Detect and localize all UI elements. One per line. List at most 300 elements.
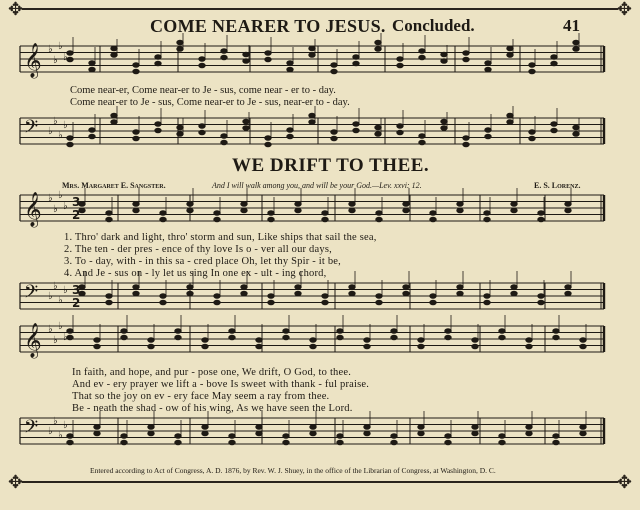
note-head <box>67 440 74 445</box>
note-head <box>111 53 118 58</box>
note-head <box>89 134 96 139</box>
note-head <box>67 142 74 147</box>
note-head <box>199 63 206 68</box>
bass-clef-icon: 𝄢 <box>24 117 39 142</box>
time-signature: 3 <box>72 283 81 297</box>
note-head <box>397 57 404 62</box>
note-head <box>353 128 360 133</box>
note-head <box>202 344 209 349</box>
note-head <box>375 47 382 52</box>
note-head <box>463 57 470 62</box>
note-head <box>133 136 140 141</box>
note-head <box>155 128 162 133</box>
note-head <box>538 294 545 299</box>
note-head <box>485 128 492 133</box>
time-signature: 2 <box>72 208 81 222</box>
note-head <box>430 211 437 216</box>
note-head <box>397 124 404 129</box>
note-head <box>403 291 410 296</box>
note-head <box>457 285 464 290</box>
note-head <box>148 431 155 436</box>
verse-line: 3. To - day, with - in this sa - cred place Oh, let thy Spir - it be, <box>64 256 341 267</box>
verse-line: In faith, and hope, and pur - pose one, We drift, O God, to thee. <box>72 367 352 378</box>
note-head <box>418 425 425 430</box>
flat-icon: ♭ <box>53 281 58 292</box>
note-head <box>256 338 263 343</box>
note-head <box>337 329 344 334</box>
note-head <box>202 431 209 436</box>
note-head <box>511 208 518 213</box>
note-head <box>241 285 248 290</box>
note-head <box>287 61 294 66</box>
note-head <box>268 294 275 299</box>
note-head <box>485 134 492 139</box>
note-head <box>106 300 113 305</box>
note-head <box>375 125 382 130</box>
note-head <box>155 61 162 66</box>
flat-icon: ♭ <box>53 55 58 66</box>
note-head <box>418 338 425 343</box>
page-number: 41 <box>563 16 580 35</box>
note-head <box>551 61 558 66</box>
note-head <box>111 113 118 118</box>
note-head <box>268 217 275 222</box>
note-head <box>403 202 410 207</box>
verse-line: Be - neath the shad - ow of his wing, As we have seen the Lord. <box>72 403 353 414</box>
note-head <box>485 61 492 66</box>
note-head <box>89 67 96 72</box>
note-head <box>573 40 580 45</box>
flat-icon: ♭ <box>48 426 53 437</box>
note-head <box>419 134 426 139</box>
flat-icon: ♭ <box>53 204 58 215</box>
note-head <box>94 344 101 349</box>
note-head <box>484 294 491 299</box>
note-head <box>526 425 533 430</box>
note-head <box>565 285 572 290</box>
note-head <box>322 300 329 305</box>
note-head <box>507 53 514 58</box>
time-signature: 2 <box>72 296 81 310</box>
note-head <box>243 59 250 64</box>
flat-icon: ♭ <box>48 291 53 302</box>
verse-line: And ev - ery prayer we lift a - bove Is sweet with thank - ful praise. <box>72 379 370 390</box>
flat-icon: ♭ <box>48 44 53 55</box>
note-head <box>419 55 426 60</box>
note-head <box>89 61 96 66</box>
note-head <box>484 211 491 216</box>
note-head <box>177 132 184 137</box>
note-head <box>538 211 545 216</box>
note-head <box>553 440 560 445</box>
note-head <box>187 208 194 213</box>
note-head <box>322 211 329 216</box>
note-head <box>353 55 360 60</box>
note-head <box>160 300 167 305</box>
note-head <box>199 130 206 135</box>
composer-credit: E. S. Lorenz. <box>534 181 581 190</box>
note-head <box>241 208 248 213</box>
note-head <box>214 294 221 299</box>
note-head <box>484 300 491 305</box>
note-head <box>573 132 580 137</box>
note-head <box>214 300 221 305</box>
note-head <box>202 425 209 430</box>
note-head <box>309 53 316 58</box>
flat-icon: ♭ <box>53 416 58 427</box>
note-head <box>337 440 344 445</box>
note-head <box>265 142 272 147</box>
note-head <box>445 335 452 340</box>
concluded-label: Concluded. <box>392 16 475 35</box>
copyright-notice: Entered according to Act of Congress, A. D. 1876, by Rev. W. J. Shuey, in the office of the Librarian of Congress, at Washington, D. C. <box>90 466 496 475</box>
corner-ornament-icon: ✥ <box>616 472 632 492</box>
song-title-continued: COME NEARER TO JESUS. <box>150 16 386 36</box>
note-head <box>529 69 536 74</box>
note-head <box>580 431 587 436</box>
note-head <box>441 126 448 131</box>
note-head <box>265 51 272 56</box>
note-head <box>214 217 221 222</box>
note-head <box>331 63 338 68</box>
note-head <box>472 338 479 343</box>
note-head <box>526 431 533 436</box>
note-head <box>295 291 302 296</box>
flat-icon: ♭ <box>63 332 68 343</box>
note-head <box>463 136 470 141</box>
note-head <box>457 208 464 213</box>
note-head <box>133 69 140 74</box>
note-head <box>94 431 101 436</box>
flat-icon: ♭ <box>63 420 68 431</box>
note-head <box>391 434 398 439</box>
note-head <box>472 425 479 430</box>
flat-icon: ♭ <box>58 130 63 141</box>
note-head <box>511 202 518 207</box>
note-head <box>430 294 437 299</box>
note-head <box>243 119 250 124</box>
note-head <box>419 49 426 54</box>
note-head <box>551 55 558 60</box>
note-head <box>364 425 371 430</box>
note-head <box>391 440 398 445</box>
note-head <box>499 434 506 439</box>
note-head <box>397 130 404 135</box>
song-title: WE DRIFT TO THEE. <box>232 155 430 176</box>
note-head <box>133 208 140 213</box>
note-head <box>580 338 587 343</box>
note-head <box>229 329 236 334</box>
note-head <box>214 211 221 216</box>
note-head <box>463 142 470 147</box>
note-head <box>376 294 383 299</box>
note-head <box>322 217 329 222</box>
treble-clef-icon: 𝄞 <box>24 323 42 358</box>
note-head <box>337 335 344 340</box>
flat-icon: ♭ <box>58 190 63 201</box>
note-head <box>309 120 316 125</box>
note-head <box>441 119 448 124</box>
note-head <box>177 47 184 52</box>
note-head <box>430 217 437 222</box>
note-head <box>353 122 360 127</box>
note-head <box>67 136 74 141</box>
note-head <box>457 291 464 296</box>
note-head <box>256 344 263 349</box>
author-credit: Mrs. Margaret E. Sangster. <box>62 181 166 190</box>
treble-clef-icon: 𝄞 <box>24 192 42 227</box>
note-head <box>133 130 140 135</box>
note-head <box>376 217 383 222</box>
note-head <box>175 329 182 334</box>
note-head <box>511 291 518 296</box>
note-head <box>295 202 302 207</box>
note-head <box>331 130 338 135</box>
note-head <box>565 208 572 213</box>
corner-ornament-icon: ✥ <box>616 0 632 19</box>
note-head <box>148 338 155 343</box>
flat-icon: ♭ <box>53 116 58 127</box>
bass-clef-icon: 𝄢 <box>24 282 39 307</box>
note-head <box>241 202 248 207</box>
flat-icon: ♭ <box>63 201 68 212</box>
note-head <box>155 55 162 60</box>
note-head <box>485 67 492 72</box>
note-head <box>349 208 356 213</box>
flat-icon: ♭ <box>63 120 68 131</box>
note-head <box>310 425 317 430</box>
note-head <box>445 329 452 334</box>
time-signature: 3 <box>72 195 81 209</box>
note-head <box>187 202 194 207</box>
note-head <box>538 300 545 305</box>
note-head <box>111 120 118 125</box>
note-head <box>580 425 587 430</box>
note-head <box>397 63 404 68</box>
note-head <box>457 202 464 207</box>
note-head <box>202 338 209 343</box>
note-head <box>287 134 294 139</box>
note-head <box>349 202 356 207</box>
note-head <box>243 52 250 57</box>
note-head <box>229 434 236 439</box>
note-head <box>155 122 162 127</box>
note-head <box>187 285 194 290</box>
note-head <box>94 338 101 343</box>
note-head <box>445 434 452 439</box>
note-head <box>187 291 194 296</box>
note-head <box>553 329 560 334</box>
note-head <box>565 202 572 207</box>
note-head <box>310 431 317 436</box>
note-head <box>160 217 167 222</box>
note-head <box>529 130 536 135</box>
note-head <box>499 335 506 340</box>
note-head <box>349 291 356 296</box>
note-head <box>175 434 182 439</box>
note-head <box>391 335 398 340</box>
note-head <box>287 67 294 72</box>
note-head <box>580 344 587 349</box>
note-head <box>565 291 572 296</box>
note-head <box>121 434 128 439</box>
note-head <box>375 132 382 137</box>
flat-icon: ♭ <box>48 324 53 335</box>
note-head <box>295 285 302 290</box>
note-head <box>507 46 514 51</box>
note-head <box>526 338 533 343</box>
note-head <box>106 211 113 216</box>
note-head <box>472 431 479 436</box>
corner-ornament-icon: ✥ <box>8 0 24 19</box>
bass-clef-icon: 𝄢 <box>24 417 39 442</box>
note-head <box>199 57 206 62</box>
note-head <box>391 329 398 334</box>
scripture-reference: And I will walk among you, and will be your God.—Lev. xxvi: 12. <box>212 181 422 190</box>
note-head <box>175 335 182 340</box>
note-head <box>229 335 236 340</box>
note-head <box>310 344 317 349</box>
flat-icon: ♭ <box>53 335 58 346</box>
note-head <box>133 202 140 207</box>
note-head <box>175 440 182 445</box>
note-head <box>268 300 275 305</box>
note-head <box>441 52 448 57</box>
note-head <box>419 140 426 145</box>
note-head <box>499 440 506 445</box>
note-head <box>94 425 101 430</box>
corner-ornament-icon: ✥ <box>8 472 24 492</box>
note-head <box>418 431 425 436</box>
note-head <box>403 285 410 290</box>
note-head <box>529 136 536 141</box>
note-head <box>256 425 263 430</box>
note-head <box>265 136 272 141</box>
note-head <box>89 128 96 133</box>
note-head <box>375 40 382 45</box>
note-head <box>256 431 263 436</box>
flat-icon: ♭ <box>63 52 68 63</box>
note-head <box>199 124 206 129</box>
lyric-line-bass: Come near-er to Je - sus, Come near-er to Je - sus, near-er to - day. <box>70 97 350 108</box>
note-head <box>160 211 167 216</box>
note-head <box>430 300 437 305</box>
note-head <box>148 344 155 349</box>
note-head <box>529 63 536 68</box>
note-head <box>551 128 558 133</box>
lyric-line-treble: Come near-er, Come near-er to Je - sus, come near - er to - day. <box>70 85 336 96</box>
flat-icon: ♭ <box>48 126 53 137</box>
note-head <box>337 434 344 439</box>
note-head <box>376 211 383 216</box>
note-head <box>243 126 250 131</box>
note-head <box>221 49 228 54</box>
verse-line: 2. The ten - der pres - ence of thy love Is o - ver all our days, <box>64 244 332 255</box>
note-head <box>507 120 514 125</box>
note-head <box>177 40 184 45</box>
flat-icon: ♭ <box>58 295 63 306</box>
note-head <box>295 208 302 213</box>
note-head <box>553 434 560 439</box>
note-head <box>573 47 580 52</box>
flat-icon: ♭ <box>58 430 63 441</box>
note-head <box>538 217 545 222</box>
note-head <box>106 294 113 299</box>
note-head <box>265 57 272 62</box>
note-head <box>553 335 560 340</box>
note-head <box>106 217 113 222</box>
note-head <box>111 46 118 51</box>
note-head <box>573 125 580 130</box>
note-head <box>133 291 140 296</box>
note-head <box>121 329 128 334</box>
verse-line: 4. And Je - sus on - ly let us sing In one ex - ult - ing chord, <box>64 268 327 279</box>
note-head <box>526 344 533 349</box>
note-head <box>551 122 558 127</box>
note-head <box>283 440 290 445</box>
verse-line: That so the joy on ev - ery face May seem a ray from thee. <box>72 391 330 402</box>
note-head <box>331 69 338 74</box>
note-head <box>511 285 518 290</box>
note-head <box>121 440 128 445</box>
note-head <box>349 285 356 290</box>
note-head <box>241 291 248 296</box>
note-head <box>322 294 329 299</box>
note-head <box>463 51 470 56</box>
note-head <box>221 55 228 60</box>
note-head <box>309 46 316 51</box>
flat-icon: ♭ <box>58 321 63 332</box>
note-head <box>376 300 383 305</box>
flat-icon: ♭ <box>63 285 68 296</box>
note-head <box>499 329 506 334</box>
note-head <box>287 128 294 133</box>
note-head <box>507 113 514 118</box>
note-head <box>133 285 140 290</box>
note-head <box>364 338 371 343</box>
note-head <box>403 208 410 213</box>
note-head <box>160 294 167 299</box>
note-head <box>445 440 452 445</box>
flat-icon: ♭ <box>58 41 63 52</box>
flat-icon: ♭ <box>48 193 53 204</box>
verse-line: 1. Thro' dark and light, thro' storm and sun, Like ships that sail the sea, <box>64 232 377 243</box>
note-head <box>441 59 448 64</box>
note-head <box>418 344 425 349</box>
note-head <box>283 329 290 334</box>
note-head <box>221 134 228 139</box>
note-head <box>221 140 228 145</box>
note-head <box>484 217 491 222</box>
note-head <box>121 335 128 340</box>
note-head <box>283 434 290 439</box>
note-head <box>67 434 74 439</box>
note-head <box>268 211 275 216</box>
note-head <box>331 136 338 141</box>
note-head <box>309 113 316 118</box>
note-head <box>472 344 479 349</box>
note-head <box>229 440 236 445</box>
note-head <box>177 125 184 130</box>
note-head <box>283 335 290 340</box>
note-head <box>148 425 155 430</box>
note-head <box>310 338 317 343</box>
note-head <box>353 61 360 66</box>
treble-clef-icon: 𝄞 <box>24 43 42 78</box>
note-head <box>364 431 371 436</box>
note-head <box>133 63 140 68</box>
note-head <box>364 344 371 349</box>
